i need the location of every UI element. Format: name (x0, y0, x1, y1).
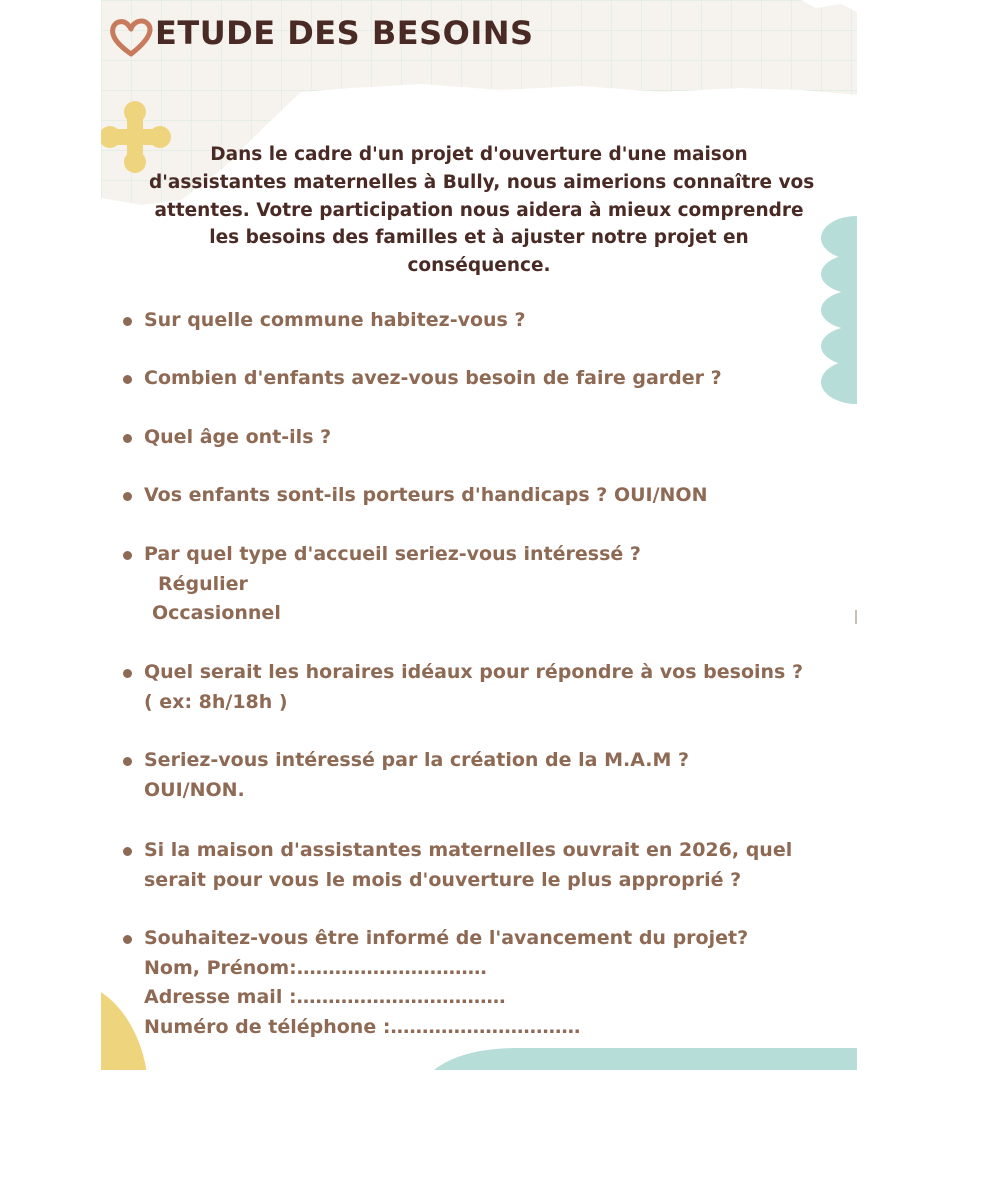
option-occasionnel: Occasionnel (152, 602, 281, 624)
yellow-blob-decoration (101, 990, 151, 1070)
intro-line: Dans le cadre d'un projet d'ouverture d'une maison (210, 144, 748, 165)
teal-blob-decoration (429, 1044, 857, 1070)
bullet (123, 317, 132, 326)
bullet (123, 757, 132, 766)
question-text: Seriez-vous intéressé par la création de la M.A.M ? (144, 749, 690, 771)
question-text: Quel serait les horaires idéaux pour répondre à vos besoins ? (144, 661, 803, 683)
bullet (123, 375, 132, 384)
bullet (123, 492, 132, 501)
bullet (123, 669, 132, 678)
bullet (123, 551, 132, 560)
flyer-page (101, 0, 857, 1070)
question-text: Par quel type d'accueil seriez-vous intéressé ? (144, 543, 641, 565)
bullet (123, 434, 132, 443)
email-field-line: Adresse mail :…………………………… (144, 986, 506, 1008)
phone-field-line: Numéro de téléphone :………………………… (144, 1015, 581, 1038)
question-text: serait pour vous le mois d'ouverture le plus approprié ? (144, 868, 742, 891)
intro-line: conséquence. (407, 255, 551, 277)
intro-paragraph (149, 141, 815, 280)
question-text: Vos enfants sont-ils porteurs d'handicaps ? OUI/NON (144, 484, 708, 506)
question-text: Si la maison d'assistantes maternelles ouvrait en 2026, quel (144, 839, 793, 861)
question-text: OUI/NON. (144, 778, 245, 801)
question-text: Sur quelle commune habitez-vous ? (144, 309, 526, 331)
intro-line: les besoins des familles et à ajuster notre projet en (209, 227, 749, 249)
option-regulier: Régulier (158, 572, 248, 595)
page-title: ETUDE DES BESOINS (155, 14, 534, 52)
question-text: Combien d'enfants avez-vous besoin de faire garder ? (144, 367, 722, 389)
question-text: Quel âge ont-ils ? (144, 426, 332, 448)
intro-line: d'assistantes maternelles à Bully, nous aimerions connaître vos (149, 171, 815, 193)
question-text: ( ex: 8h/18h ) (144, 690, 288, 713)
question-text: Souhaitez-vous être informé de l'avancement du projet? (144, 927, 749, 949)
name-field-line: Nom, Prénom:………………………… (144, 956, 487, 979)
bullet (123, 847, 132, 856)
heart-icon (109, 16, 153, 60)
edge-mark (855, 610, 857, 624)
bullet (123, 935, 132, 944)
intro-line: attentes. Votre participation nous aidera à mieux comprendre (154, 199, 804, 221)
